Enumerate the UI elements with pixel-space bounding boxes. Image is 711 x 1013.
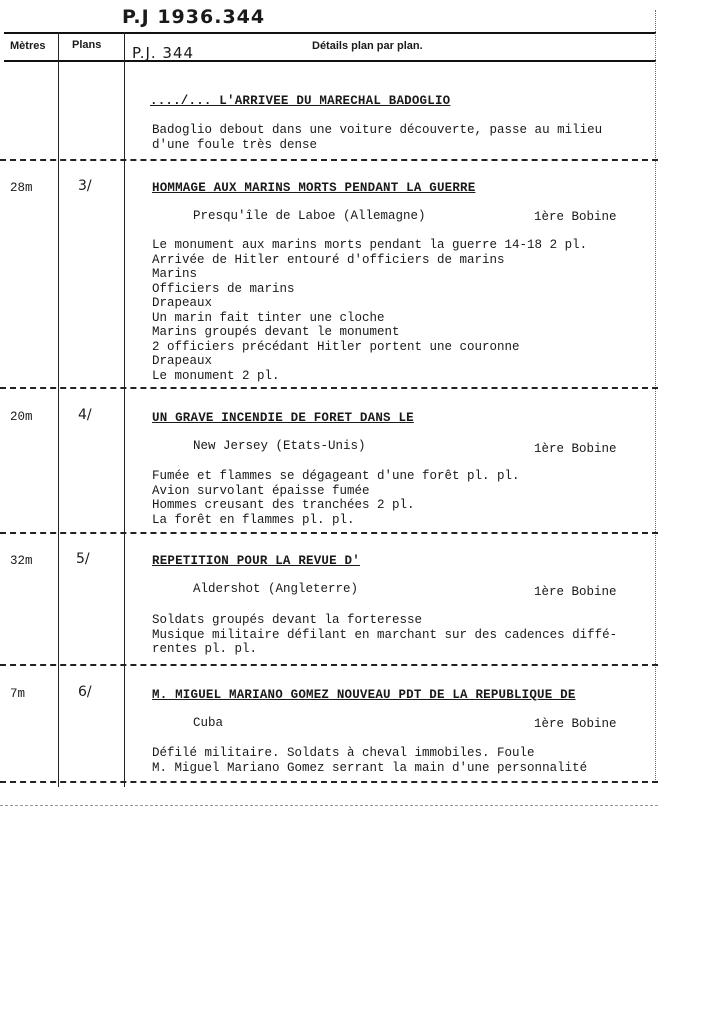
entry-reel: 1ère Bobine — [534, 717, 617, 731]
entry-location: Aldershot (Angleterre) — [193, 582, 359, 596]
column-header-metres: Mètres — [10, 40, 46, 52]
header-bottom-rule — [4, 60, 656, 62]
shot-line: Marins — [152, 267, 198, 281]
entry-title: M. MIGUEL MARIANO GOMEZ NOUVEAU PDT DE LA REPUBLIQUE DE — [152, 688, 576, 702]
entry-title: REPETITION POUR LA REVUE D' — [152, 554, 360, 568]
entry-location: Presqu'île de Laboe (Allemagne) — [193, 209, 426, 223]
shot-line: Hommes creusant des tranchées 2 pl. — [152, 498, 415, 512]
entry-location: Cuba — [193, 716, 224, 730]
column-divider-2 — [124, 32, 125, 787]
handwritten-reference: P.J 1936.344 — [122, 6, 266, 28]
shot-line: Musique militaire défilant en marchant sur des cadences diffé- — [152, 627, 618, 642]
entry-metres: 32m — [10, 554, 33, 568]
entry-metres: 20m — [10, 410, 33, 424]
shot-line: Le monument aux marins morts pendant la guerre 14-18 2 pl. — [152, 238, 588, 252]
column-divider-1 — [58, 32, 59, 787]
bottom-faint-rule — [0, 805, 658, 806]
section-divider — [0, 532, 658, 534]
shot-line: Soldats groupés devant la forteresse — [152, 613, 423, 627]
handwritten-plan-reference: P.J. 344 — [132, 44, 195, 62]
shot-line: Marins groupés devant le monument — [152, 325, 400, 339]
section-divider — [0, 159, 658, 161]
entry-metres: 7m — [10, 687, 26, 701]
entry-shot-list — [152, 746, 587, 775]
shot-line: La forêt en flammes pl. pl. — [152, 512, 355, 527]
entry-title: HOMMAGE AUX MARINS MORTS PENDANT LA GUERRE — [152, 181, 476, 195]
shot-line: Avion survolant épaisse fumée — [152, 483, 370, 498]
shot-line: Fumée et flammes se dégageant d'une forêt pl. pl. — [152, 469, 520, 483]
entry-shot-list — [152, 469, 520, 527]
entry-title: UN GRAVE INCENDIE DE FORET DANS LE — [152, 411, 414, 425]
shot-line: Un marin fait tinter une cloche — [152, 310, 385, 325]
entry-location: New Jersey (Etats-Unis) — [193, 439, 366, 453]
entry-shot-list — [152, 613, 617, 657]
entry-plan-number: 6/ — [78, 684, 92, 700]
header-top-rule — [4, 32, 656, 34]
entry-shot-list — [152, 238, 587, 383]
section-divider — [0, 781, 658, 783]
shot-line: Officiers de marins — [152, 281, 295, 296]
intro-text — [152, 123, 602, 152]
shot-line: Arrivée de Hitler entouré d'officiers de marins — [152, 252, 505, 267]
entry-plan-number: 4/ — [78, 407, 92, 423]
intro-line: d'une foule très dense — [152, 137, 318, 152]
section-divider — [0, 387, 658, 389]
entry-plan-number: 3/ — [78, 178, 92, 194]
shot-line: M. Miguel Mariano Gomez serrant la main d'une personnalité — [152, 760, 588, 775]
shot-line: Défilé militaire. Soldats à cheval immobiles. Foule — [152, 746, 535, 760]
intro-line: Badoglio debout dans une voiture découverte, passe au milieu — [152, 123, 603, 137]
shot-line: Le monument 2 pl. — [152, 368, 280, 383]
column-header-plans: Plans — [72, 39, 102, 51]
entry-plan-number: 5/ — [76, 551, 90, 567]
shot-line: 2 officiers précédant Hitler portent une couronne — [152, 339, 520, 354]
entry-reel: 1ère Bobine — [534, 210, 617, 224]
shot-line: Drapeaux — [152, 296, 213, 310]
entry-metres: 28m — [10, 181, 33, 195]
column-header-details: Détails plan par plan. — [312, 40, 423, 52]
intro-title: ..../... L'ARRIVEE DU MARECHAL BADOGLIO — [150, 94, 451, 108]
section-divider — [0, 664, 658, 666]
shot-line: Drapeaux — [152, 354, 213, 368]
entry-reel: 1ère Bobine — [534, 585, 617, 599]
entry-reel: 1ère Bobine — [534, 442, 617, 456]
shot-line: rentes pl. pl. — [152, 642, 258, 656]
